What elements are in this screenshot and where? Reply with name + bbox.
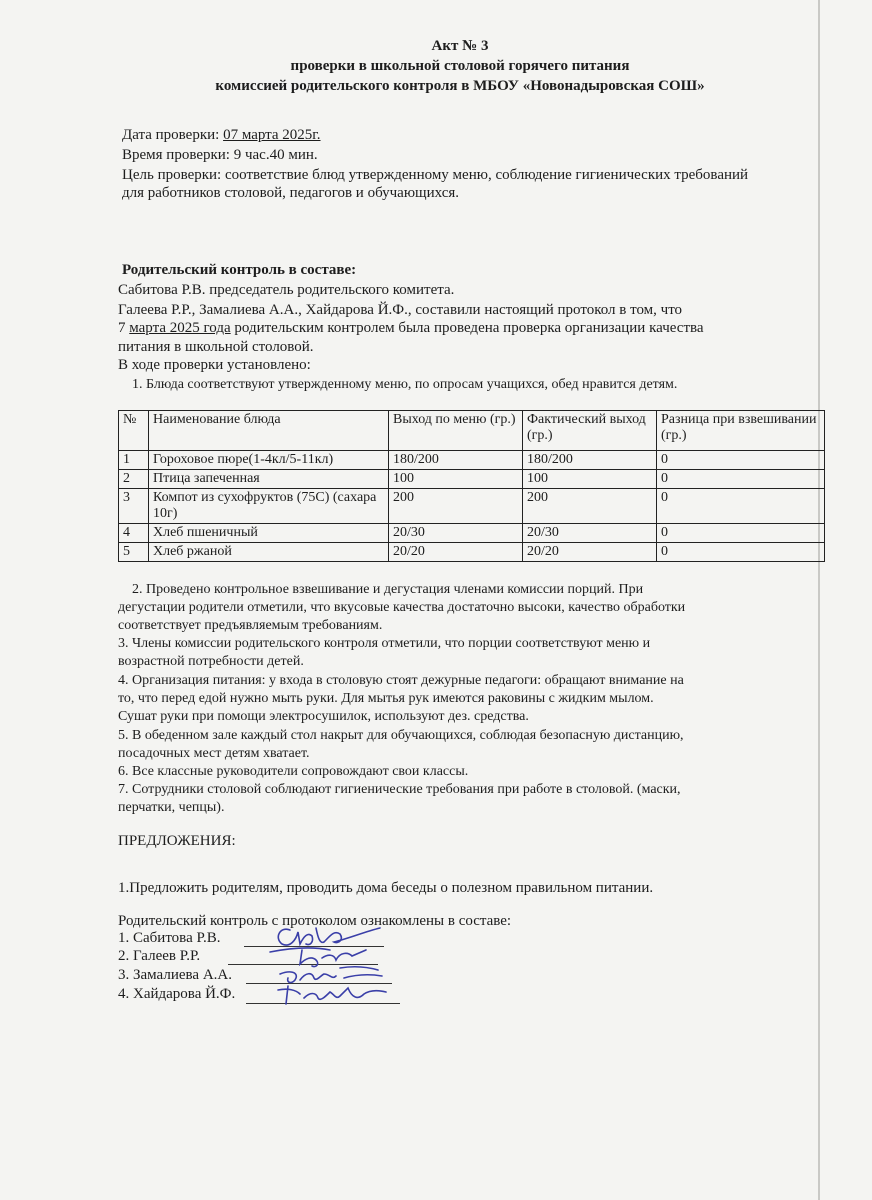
cell-difference: 0 <box>657 470 825 489</box>
ack-member-4: 4. Хайдарова Й.Ф. <box>118 986 236 1002</box>
cell-dish: Хлеб пшеничный <box>149 524 389 543</box>
cell-difference: 0 <box>657 543 825 562</box>
cell-number: 4 <box>119 524 149 543</box>
cell-actual-output: 200 <box>523 489 657 524</box>
table-row <box>119 489 825 524</box>
ack-member-2: 2. Галеев Р.Р. <box>118 948 201 964</box>
cell-actual-output: 20/30 <box>523 524 657 543</box>
composition-line-1: Сабитова Р.В. председатель родительского комитета. <box>118 282 455 298</box>
composition-line-4: питания в школьной столовой. <box>118 339 314 355</box>
cell-dish: Хлеб ржаной <box>149 543 389 562</box>
finding-4-line-1: 4. Организация питания: у входа в столовую стоят дежурные педагоги: обращают внимание на <box>118 673 684 688</box>
table-row <box>119 451 825 470</box>
cell-difference: 0 <box>657 489 825 524</box>
cell-number: 3 <box>119 489 149 524</box>
col-header-dish: Наименование блюда <box>149 411 389 451</box>
finding-3-line-2: возрастной потребности детей. <box>118 654 304 669</box>
col-header-actual-output: Фактический выход (гр.) <box>523 411 657 451</box>
col-header-number: № <box>119 411 149 451</box>
proposal-item-1: 1.Предложить родителям, проводить дома беседы о полезном правильном питании. <box>118 880 654 896</box>
ack-member-3: 3. Замалиева А.А. <box>118 967 232 983</box>
finding-2-line-2: дегустации родители отметили, что вкусовые качества достаточно высоки, качество обработки <box>118 600 686 615</box>
check-purpose-1: Цель проверки: соответствие блюд утвержденному меню, соблюдение гигиенических требований <box>122 167 749 183</box>
ack-heading: Родительский контроль с протоколом ознакомлены в составе: <box>118 913 512 929</box>
col-header-difference: Разница при взвешивании (гр.) <box>657 411 825 451</box>
cell-difference: 0 <box>657 524 825 543</box>
table-row <box>119 470 825 489</box>
cell-menu-output: 200 <box>389 489 523 524</box>
composition-line-3 <box>118 320 704 337</box>
finding-2-line-3: соответствует предъявляемым требованиям. <box>118 618 383 633</box>
signature-1 <box>278 928 380 945</box>
signature-3 <box>280 967 382 983</box>
cell-menu-output: 100 <box>389 470 523 489</box>
doc-title: Акт № 3 <box>431 38 489 54</box>
signature-2 <box>270 948 366 967</box>
ack-member-1: 1. Сабитова Р.В. <box>118 930 221 946</box>
composition-heading: Родительский контроль в составе: <box>122 262 357 278</box>
check-date-value: 07 марта 2025г. <box>223 127 321 143</box>
cell-dish: Компот из сухофруктов (75С) (сахара 10г) <box>149 489 389 524</box>
cell-actual-output: 100 <box>523 470 657 489</box>
composition-line-3-text: родительским контролем была проведена проверка организации качества <box>230 320 704 336</box>
col-header-menu-output: Выход по меню (гр.) <box>389 411 523 451</box>
scan-edge-line <box>818 0 820 1200</box>
cell-number: 1 <box>119 451 149 470</box>
finding-7-line-2: перчатки, чепцы). <box>118 800 225 815</box>
cell-difference: 0 <box>657 451 825 470</box>
check-time: Время проверки: 9 час.40 мин. <box>122 147 318 163</box>
finding-2-line-1: 2. Проведено контрольное взвешивание и дегустация членами комиссии порций. При <box>132 582 644 597</box>
cell-menu-output: 20/20 <box>389 543 523 562</box>
cell-actual-output: 20/20 <box>523 543 657 562</box>
finding-5-line-1: 5. В обеденном зале каждый стол накрыт для обучающихся, соблюдая безопасную дистанцию, <box>118 728 684 743</box>
finding-3-line-1: 3. Члены комиссии родительского контроля отметили, что порции соответствуют меню и <box>118 636 651 651</box>
cell-actual-output: 180/200 <box>523 451 657 470</box>
doc-subtitle-2: комиссией родительского контроля в МБОУ «Новонадыровская СОШ» <box>215 78 705 94</box>
composition-line-5: В ходе проверки установлено: <box>118 357 311 373</box>
finding-4-line-2: то, что перед едой нужно мыть руки. Для мытья рук имеются раковины с жидким мылом. <box>118 691 654 706</box>
composition-line-2: Галеева Р.Р., Замалиева А.А., Хайдарова Й.Ф., составили настоящий протокол в том, что <box>118 302 683 318</box>
cell-number: 5 <box>119 543 149 562</box>
finding-6: 6. Все классные руководители сопровождают свои классы. <box>118 764 469 779</box>
composition-day: 7 <box>118 320 130 336</box>
composition-date: марта 2025 года <box>129 320 231 336</box>
doc-subtitle-1: проверки в школьной столовой горячего питания <box>290 58 630 74</box>
table-row <box>119 524 825 543</box>
cell-menu-output: 180/200 <box>389 451 523 470</box>
proposals-heading: ПРЕДЛОЖЕНИЯ: <box>118 833 236 849</box>
menu-table <box>118 410 825 562</box>
check-date <box>122 127 321 144</box>
table-header-row <box>119 411 825 451</box>
finding-5-line-2: посадочных мест детям хватает. <box>118 746 310 761</box>
table-row <box>119 543 825 562</box>
finding-7-line-1: 7. Сотрудники столовой соблюдают гигиенические требования при работе в столовой. (маски, <box>118 782 681 797</box>
signature-4 <box>278 986 386 1004</box>
cell-menu-output: 20/30 <box>389 524 523 543</box>
signatures-drawing <box>240 918 400 1008</box>
cell-dish: Птица запеченная <box>149 470 389 489</box>
cell-number: 2 <box>119 470 149 489</box>
check-date-label: Дата проверки: <box>122 127 224 143</box>
finding-4-line-3: Сушат руки при помощи электросушилок, используют дез. средства. <box>118 709 529 724</box>
finding-item-1: 1. Блюда соответствуют утвержденному меню, по опросам учащихся, обед нравится детям. <box>132 377 678 392</box>
cell-dish: Гороховое пюре(1-4кл/5-11кл) <box>149 451 389 470</box>
check-purpose-2: для работников столовой, педагогов и обучающихся. <box>122 185 460 201</box>
